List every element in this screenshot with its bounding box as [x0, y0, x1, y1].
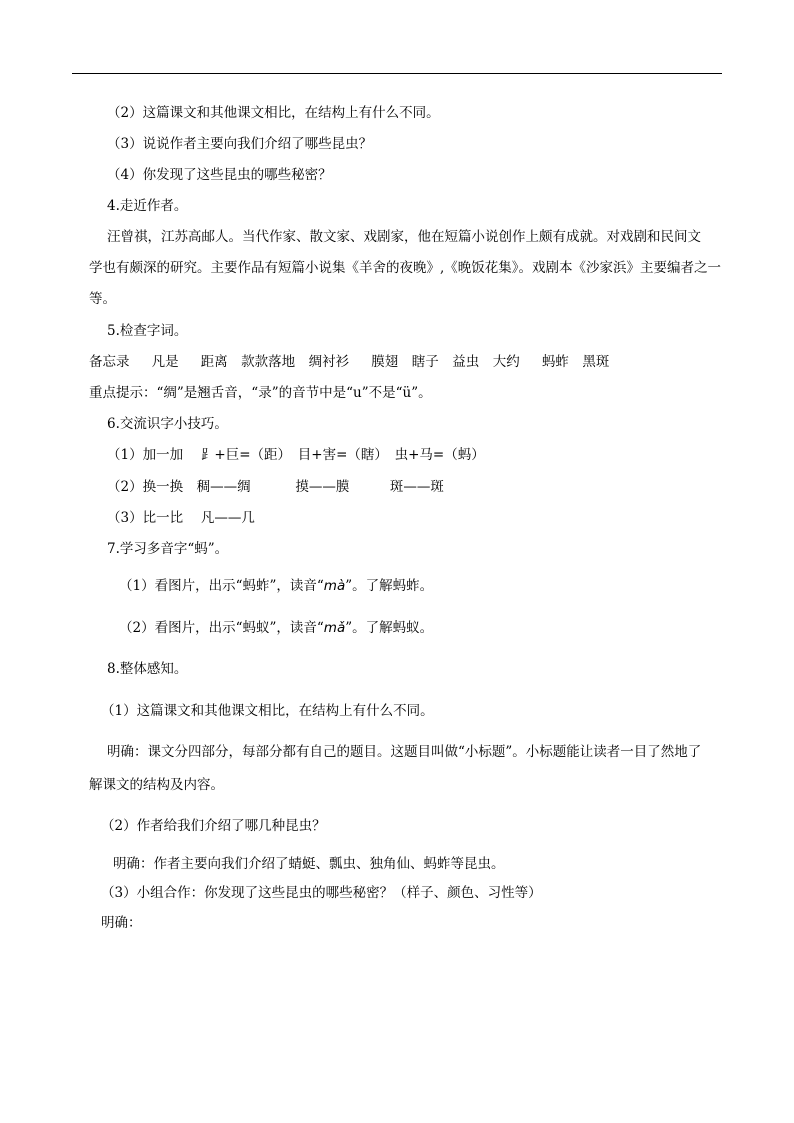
pinyin-ma4: mà	[323, 578, 346, 594]
vocabulary-list: 备忘录 凡是 距离 款款落地 绸衬衫 膜翅 瞎子 益虫 大约 蚂蚱 黑斑	[89, 354, 610, 370]
overview-question-3: （3）小组合作：你发现了这些昆虫的哪些秘密？（样子、颜色、习性等）	[101, 885, 542, 901]
overview-question-1: （1）这篇课文和其他课文相比，在结构上有什么不同。	[101, 703, 434, 719]
polyphone-ant-outro: ”。了解蚂蚁。	[345, 620, 434, 636]
tip-swap: （2）换一换 稠——绸 摸——膜 斑——斑	[107, 479, 444, 495]
section-6-heading: 6.交流识字小技巧。	[107, 416, 228, 432]
answer-1-line-1: 明确：课文分四部分，每部分都有自己的题目。这题目叫做“小标题”。小标题能让读者一目了然地了	[107, 744, 702, 760]
author-paragraph-line-1: 汪曾祺，江苏高邮人。当代作家、散文家、戏剧家，他在短篇小说创作上颇有成就。对戏剧和民间文	[107, 229, 701, 245]
question-2: （2）这篇课文和其他课文相比，在结构上有什么不同。	[107, 105, 440, 121]
section-4-heading: 4.走近作者。	[107, 198, 188, 214]
tip-add: （1）加一加 ⻊+巨=（距） 目+害=（瞎） 虫+马=（蚂）	[107, 447, 485, 463]
tip-compare: （3）比一比 凡——几	[107, 510, 255, 526]
section-8-heading: 8.整体感知。	[107, 661, 188, 677]
section-5-heading: 5.检查字词。	[107, 323, 188, 339]
polyphone-ant	[119, 619, 433, 637]
question-3: （3）说说作者主要向我们介绍了哪些昆虫？	[107, 136, 373, 152]
polyphone-grasshopper-outro: ”。了解蚂蚱。	[345, 578, 434, 594]
polyphone-grasshopper-intro: （1）看图片，出示“蚂蚱”，读音“	[119, 578, 324, 594]
question-4: （4）你发现了这些昆虫的哪些秘密？	[107, 167, 332, 183]
answer-2: 明确：作者主要向我们介绍了蜻蜓、瓢虫、独角仙、蚂蚱等昆虫。	[113, 856, 505, 872]
section-7-heading: 7.学习多音字“蚂”。	[107, 541, 229, 557]
author-paragraph-line-2: 学也有颇深的研究。主要作品有短篇小说集《羊舍的夜晚》,《晚饭花集》。戏剧本《沙家浜》主要编者之一	[89, 260, 722, 276]
author-paragraph-line-3: 等。	[89, 291, 116, 307]
answer-3: 明确：	[101, 915, 142, 931]
header-rule	[72, 73, 722, 74]
answer-1-line-2: 解课文的结构及内容。	[89, 777, 224, 793]
key-tip: 重点提示：“绸”是翘舌音，“录”的音节中是“u”不是“ü”。	[89, 385, 432, 401]
polyphone-grasshopper	[119, 577, 433, 595]
polyphone-ant-intro: （2）看图片，出示“蚂蚁”，读音“	[119, 620, 324, 636]
overview-question-2: （2）作者给我们介绍了哪几种昆虫？	[101, 818, 326, 834]
pinyin-ma3: mǎ	[323, 620, 346, 636]
